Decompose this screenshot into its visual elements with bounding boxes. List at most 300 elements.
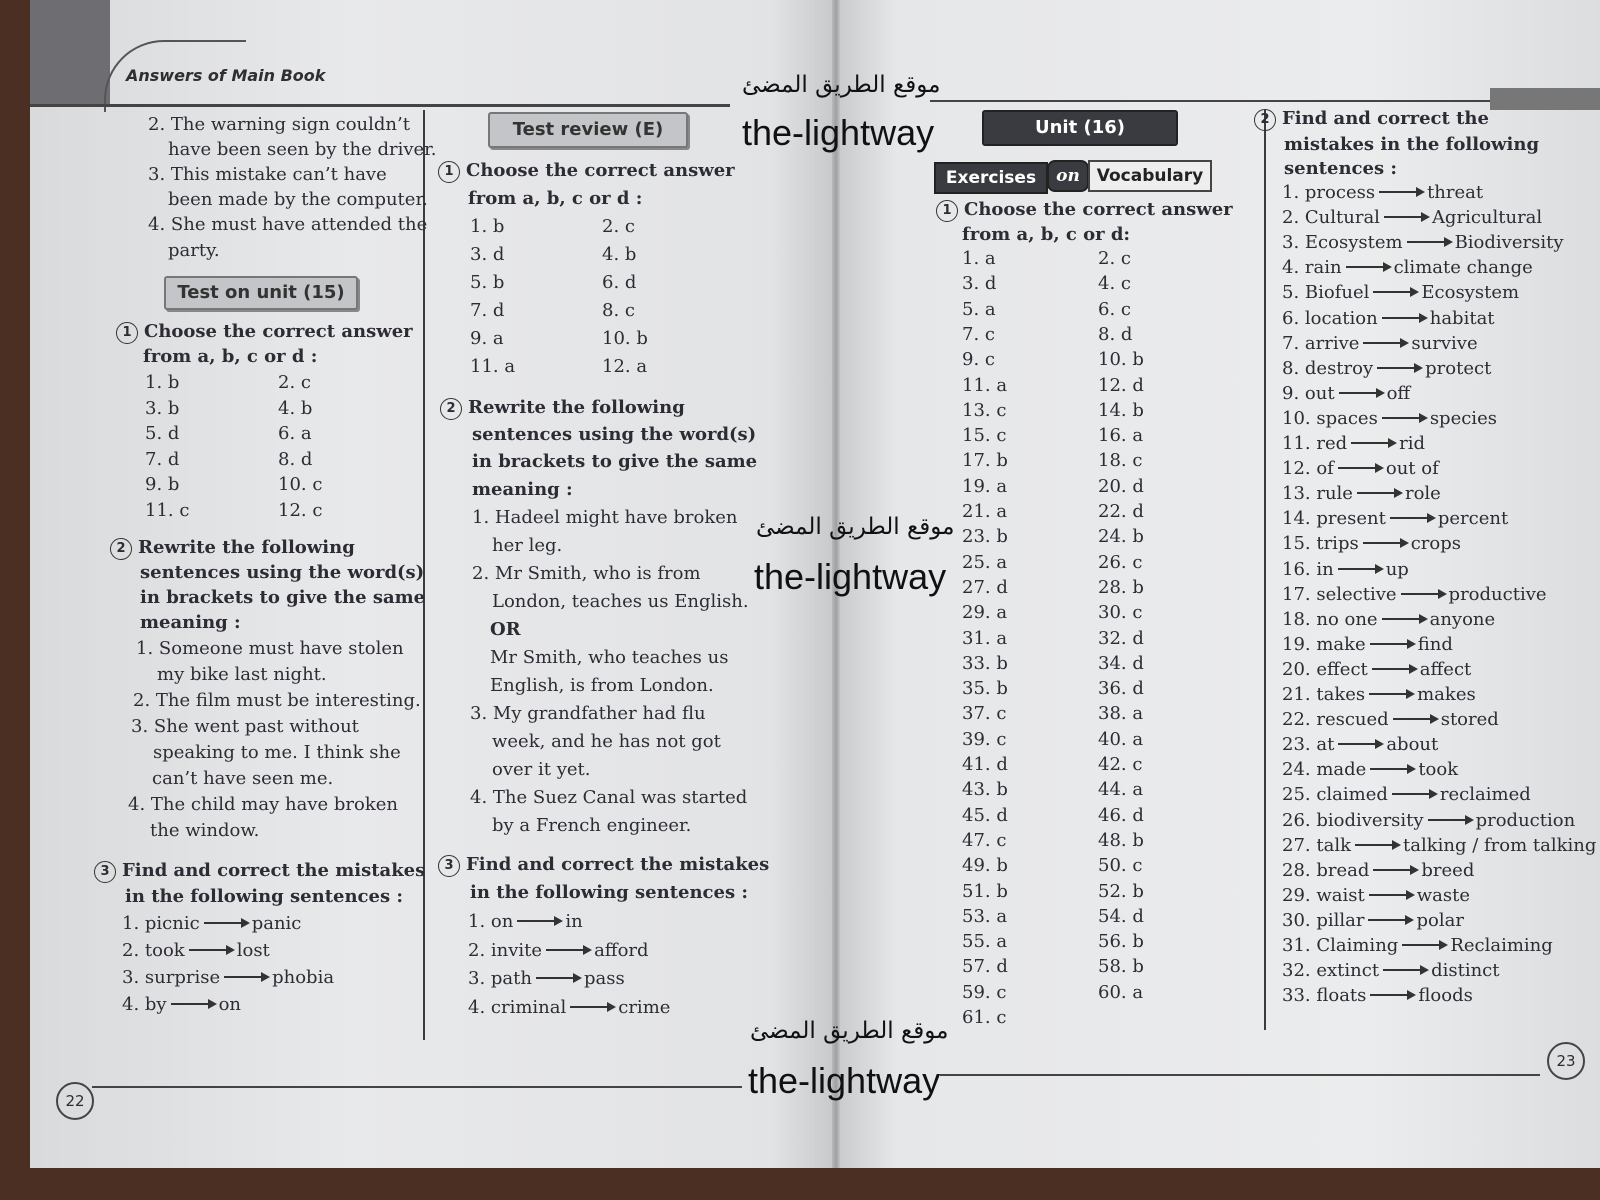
arrow-icon: [189, 949, 233, 951]
answer-line: 4. The Suez Canal was started: [470, 787, 748, 808]
arrow-icon: [1357, 492, 1401, 494]
answer-line: 3. She went past without: [131, 716, 359, 737]
correct-word: rid: [1399, 433, 1426, 454]
answer-line: my bike last night.: [157, 664, 327, 685]
answer-item: 6. d: [602, 272, 637, 293]
answer-item: 51. b: [962, 880, 1008, 902]
arrow-icon: [1369, 693, 1413, 695]
correction-item: [1282, 985, 1473, 1007]
answer-line: speaking to me. I think she: [153, 742, 401, 763]
answer-line: can’t have seen me.: [152, 768, 334, 789]
wrong-word: 23. at: [1282, 734, 1335, 756]
arrow-icon: [1390, 517, 1434, 519]
answer-item: 3. d: [470, 244, 505, 265]
on-tab: on: [1047, 160, 1089, 192]
answer-item: 5. b: [470, 272, 505, 293]
wrong-word: 2. Cultural: [1282, 207, 1380, 229]
correct-word: productive: [1448, 583, 1547, 605]
correct-word: species: [1429, 407, 1497, 429]
answer-item: 7. d: [470, 300, 505, 321]
question-heading: [110, 537, 355, 560]
wrong-word: 2. took: [122, 940, 185, 961]
correction-item: [122, 994, 241, 1016]
answer-line: OR: [490, 619, 521, 640]
wrong-word: 1. picnic: [122, 913, 200, 934]
answer-item: 11. c: [145, 499, 190, 521]
correction-item: [1282, 584, 1547, 606]
question-title: meaning :: [472, 479, 573, 500]
answer-item: 13. c: [962, 399, 1007, 421]
answer-item: 37. c: [962, 703, 1007, 725]
correct-word: reclaimed: [1439, 784, 1531, 806]
correct-word: Reclaiming: [1450, 935, 1553, 956]
correction-item: [1282, 759, 1458, 781]
header-rule-right: [930, 100, 1490, 102]
correct-word: panic: [251, 913, 302, 934]
wrong-word: 30. pillar: [1282, 909, 1365, 931]
wrong-word: 15. trips: [1282, 533, 1359, 555]
watermark-arabic: موقع الطريق المضئ: [756, 514, 955, 540]
answer-item: 11. a: [470, 356, 516, 377]
answer-line: 4. The child may have broken: [128, 794, 398, 815]
question-title: from a, b, c or d :: [468, 188, 643, 209]
arrow-icon: [1382, 618, 1426, 620]
watermark-english: the-lightway: [748, 1060, 941, 1101]
arrow-icon: [1379, 191, 1423, 193]
answer-item: 9. c: [962, 349, 995, 371]
correction-item: [122, 967, 334, 989]
page-number: 23: [1547, 1042, 1585, 1080]
answer-item: 8. d: [278, 448, 313, 470]
exercises-tab: Exercises: [934, 162, 1048, 194]
watermark-english: the-lightway: [754, 556, 947, 597]
wrong-word: 18. no one: [1282, 608, 1378, 630]
answer-item: 10. b: [1098, 349, 1144, 371]
arrow-icon: [1382, 317, 1426, 319]
correct-word: Agricultural: [1431, 207, 1543, 229]
correction-item: [468, 997, 670, 1019]
answer-line: English, is from London.: [490, 675, 714, 696]
question-number: 2: [440, 398, 462, 420]
arrow-icon: [1339, 392, 1383, 394]
answer-item: 6. c: [1098, 298, 1131, 320]
watermark-arabic: موقع الطريق المضئ: [742, 72, 941, 98]
answer-item: 9. b: [145, 474, 180, 495]
question-heading: [438, 160, 735, 183]
wrong-word: 4. rain: [1282, 257, 1342, 279]
correction-item: [1282, 508, 1508, 530]
answer-item: 20. d: [1098, 475, 1144, 497]
wrong-word: 4. criminal: [468, 996, 567, 1018]
answer-item: 12. c: [278, 499, 323, 521]
correct-word: afford: [594, 939, 649, 961]
answer-item: 10. c: [278, 474, 323, 495]
answer-item: 9. a: [470, 328, 504, 349]
arrow-icon: [1370, 994, 1414, 996]
wrong-word: 6. location: [1282, 307, 1378, 329]
answer-item: 1. a: [962, 248, 996, 269]
answer-item: 52. b: [1098, 880, 1144, 902]
correction-item: [1282, 734, 1438, 756]
answer-item: 27. d: [962, 576, 1008, 598]
arrow-icon: [1372, 668, 1416, 670]
answer-item: 46. d: [1098, 804, 1144, 826]
arrow-icon: [1368, 919, 1412, 921]
correct-word: affect: [1419, 658, 1472, 680]
header-band-right: [1490, 88, 1600, 110]
correction-item: [1282, 358, 1491, 380]
answer-item: 8. d: [1098, 323, 1133, 345]
answer-item: 47. c: [962, 829, 1007, 851]
correct-word: distinct: [1431, 960, 1500, 982]
correction-item: [1282, 634, 1453, 656]
answer-item: 54. d: [1098, 905, 1144, 927]
arrow-icon: [1428, 819, 1472, 821]
correct-word: protect: [1425, 357, 1492, 379]
answer-line: been made by the computer.: [168, 189, 428, 210]
arrow-icon: [1346, 266, 1390, 268]
answer-item: 40. a: [1098, 728, 1144, 750]
question-title: sentences using the word(s): [140, 562, 425, 583]
question-title: in brackets to give the same: [140, 587, 426, 608]
correct-word: percent: [1437, 508, 1509, 530]
arrow-icon: [1373, 291, 1417, 293]
answer-item: 43. b: [962, 779, 1008, 801]
correction-item: [1282, 182, 1483, 204]
question-title: in brackets to give the same: [472, 451, 758, 472]
question-title: Rewrite the following: [138, 537, 355, 558]
answer-item: 1. b: [470, 216, 505, 237]
correction-item: [1282, 408, 1497, 430]
answer-item: 17. b: [962, 450, 1008, 472]
correction-item: [1282, 659, 1471, 681]
question-number: 1: [438, 161, 460, 183]
arrow-icon: [1338, 743, 1382, 745]
correct-word: up: [1385, 558, 1409, 580]
correction-item: [1282, 784, 1531, 806]
arrow-icon: [517, 920, 561, 922]
answer-item: 7. c: [962, 323, 995, 345]
question-title: meaning :: [140, 612, 241, 633]
arrow-icon: [1384, 216, 1428, 218]
arrow-icon: [1338, 467, 1382, 469]
answer-item: 58. b: [1098, 956, 1144, 978]
question-title: Choose the correct answer: [144, 321, 413, 342]
answer-item: 33. b: [962, 652, 1008, 674]
correct-word: Ecosystem: [1421, 282, 1520, 304]
answer-item: 50. c: [1098, 855, 1143, 877]
answer-item: 61. c: [962, 1007, 1007, 1028]
question-number: 3: [438, 855, 460, 877]
answer-line: 3. My grandfather had flu: [470, 703, 706, 724]
correction-item: [1282, 433, 1425, 455]
correction-item: [1282, 910, 1464, 932]
correct-word: Biodiversity: [1454, 232, 1564, 254]
header-band: [30, 0, 110, 104]
correct-word: stored: [1440, 709, 1499, 731]
arrow-icon: [1351, 442, 1395, 444]
wrong-word: 28. bread: [1282, 859, 1370, 881]
correction-item: [1282, 308, 1495, 330]
correction-item: [1282, 935, 1553, 957]
section-badge: Test on unit (15): [164, 276, 358, 310]
running-head: Answers of Main Book: [126, 66, 326, 85]
answer-item: 16. a: [1098, 425, 1144, 447]
correction-item: [1282, 709, 1499, 731]
answer-line: London, teaches us English.: [492, 591, 749, 612]
correction-item: [1282, 483, 1441, 505]
answer-item: 4. b: [602, 244, 637, 265]
question-heading: [116, 321, 413, 344]
answer-line: the window.: [150, 820, 260, 841]
correction-item: [1282, 835, 1596, 857]
answer-item: 2. c: [278, 372, 311, 393]
question-title: Find and correct the mistakes: [122, 860, 426, 881]
arrow-icon: [224, 976, 268, 978]
correct-word: survive: [1411, 332, 1478, 354]
correct-word: habitat: [1429, 307, 1495, 329]
wrong-word: 9. out: [1282, 382, 1335, 404]
answer-item: 49. b: [962, 855, 1008, 877]
arrow-icon: [171, 1003, 215, 1005]
wrong-word: 16. in: [1282, 558, 1334, 580]
wrong-word: 3. path: [468, 968, 532, 989]
correct-word: on: [218, 994, 242, 1015]
arrow-icon: [1355, 844, 1399, 846]
header-rule: [30, 104, 730, 107]
wrong-word: 24. made: [1282, 759, 1367, 781]
correction-item: [468, 968, 625, 990]
question-heading: [94, 860, 425, 883]
question-title: from a, b, c or d:: [962, 224, 1131, 245]
question-title: sentences using the word(s): [472, 424, 757, 445]
correct-word: waste: [1416, 884, 1470, 906]
answer-item: 31. a: [962, 627, 1008, 649]
answer-item: 18. c: [1098, 450, 1143, 472]
answer-item: 2. c: [602, 216, 635, 237]
correct-word: out of: [1385, 458, 1439, 480]
arrow-icon: [570, 1006, 614, 1008]
answer-line: 2. The warning sign couldn’t: [148, 114, 410, 135]
wrong-word: 1. process: [1282, 182, 1376, 203]
arrow-icon: [1402, 944, 1446, 946]
question-heading: [936, 199, 1233, 222]
question-number: 2: [110, 538, 132, 560]
arrow-icon: [1373, 869, 1417, 871]
correction-item: [1282, 383, 1410, 405]
correction-item: [1282, 533, 1461, 555]
correct-word: pass: [583, 968, 625, 989]
correct-word: about: [1386, 734, 1439, 756]
arrow-icon: [1370, 768, 1414, 770]
correct-word: breed: [1421, 859, 1475, 881]
wrong-word: 1. on: [468, 911, 514, 932]
correct-word: floods: [1418, 985, 1473, 1007]
answer-item: 3. d: [962, 273, 997, 295]
question-title: Choose the correct answer: [466, 160, 735, 181]
wrong-word: 11. red: [1282, 433, 1348, 454]
answer-item: 56. b: [1098, 931, 1144, 953]
wrong-word: 29. waist: [1282, 884, 1365, 906]
answer-item: 36. d: [1098, 678, 1144, 700]
answer-line: party.: [168, 240, 220, 261]
answer-item: 2. c: [1098, 248, 1131, 269]
question-title: mistakes in the following: [1284, 134, 1540, 155]
correction-item: [1282, 559, 1409, 581]
answer-item: 24. b: [1098, 526, 1144, 548]
answer-item: 3. b: [145, 397, 180, 419]
watermark-arabic: موقع الطريق المضئ: [750, 1018, 949, 1044]
arrow-icon: [1363, 342, 1407, 344]
answer-item: 32. d: [1098, 627, 1144, 649]
correction-item: [1282, 207, 1542, 229]
answer-line: 2. The film must be interesting.: [133, 690, 421, 711]
answer-item: 34. d: [1098, 652, 1144, 674]
correction-item: [1282, 960, 1499, 982]
answer-item: 12. a: [602, 356, 648, 377]
answer-item: 25. a: [962, 551, 1008, 573]
answer-line: 3. This mistake can’t have: [148, 164, 387, 185]
correction-item: [1282, 257, 1533, 279]
wrong-word: 14. present: [1282, 508, 1386, 530]
answer-item: 55. a: [962, 931, 1008, 953]
answer-item: 8. c: [602, 300, 635, 321]
arrow-icon: [1363, 542, 1407, 544]
correct-word: makes: [1417, 684, 1476, 705]
correct-word: polar: [1416, 909, 1464, 931]
answer-line: 2. Mr Smith, who is from: [472, 563, 701, 584]
answer-item: 14. b: [1098, 399, 1144, 421]
answer-item: 10. b: [602, 328, 648, 349]
answer-line: Mr Smith, who teaches us: [490, 647, 729, 668]
answer-item: 39. c: [962, 728, 1007, 750]
correction-item: [468, 940, 649, 962]
arrow-icon: [546, 949, 590, 951]
correction-item: [1282, 282, 1519, 304]
unit-badge: Unit (16): [982, 110, 1178, 146]
arrow-icon: [204, 922, 248, 924]
wrong-word: 21. takes: [1282, 684, 1366, 705]
column-divider: [1264, 110, 1266, 1030]
arrow-icon: [1338, 568, 1382, 570]
arrow-icon: [1377, 367, 1421, 369]
answer-item: 35. b: [962, 678, 1008, 700]
footer-rule: [92, 1086, 742, 1088]
wrong-word: 4. by: [122, 994, 167, 1015]
correct-word: crops: [1410, 533, 1461, 555]
answer-line: over it yet.: [492, 759, 591, 780]
correction-item: [122, 913, 301, 935]
answer-item: 48. b: [1098, 829, 1144, 851]
answer-item: 1. b: [145, 372, 180, 393]
answer-item: 42. c: [1098, 754, 1143, 775]
answer-item: 12. d: [1098, 374, 1144, 396]
answer-item: 6. a: [278, 423, 312, 444]
question-number: 2: [1254, 109, 1276, 131]
answer-item: 60. a: [1098, 981, 1144, 1003]
answer-item: 21. a: [962, 501, 1008, 522]
wrong-word: 3. surprise: [122, 967, 221, 988]
wrong-word: 26. biodiversity: [1282, 809, 1424, 831]
wrong-word: 32. extinct: [1282, 960, 1380, 982]
watermark-english: the-lightway: [742, 112, 935, 153]
correction-item: [1282, 860, 1474, 882]
correction-item: [122, 940, 270, 962]
arrow-icon: [1370, 643, 1414, 645]
question-title: from a, b, c or d :: [143, 346, 318, 367]
correct-word: find: [1417, 633, 1453, 655]
wrong-word: 12. of: [1282, 458, 1334, 480]
arrow-icon: [536, 977, 580, 979]
answer-line: 4. She must have attended the: [148, 214, 428, 235]
correct-word: crime: [618, 996, 671, 1018]
answer-item: 22. d: [1098, 501, 1144, 522]
answer-item: 19. a: [962, 475, 1008, 497]
footer-rule: [940, 1074, 1540, 1076]
correction-item: [468, 911, 583, 933]
wrong-word: 33. floats: [1282, 985, 1367, 1007]
answer-item: 38. a: [1098, 703, 1144, 725]
wrong-word: 8. destroy: [1282, 357, 1374, 379]
arrow-icon: [1401, 593, 1445, 595]
wrong-word: 3. Ecosystem: [1282, 232, 1403, 254]
question-title: in the following sentences :: [470, 882, 748, 903]
answer-item: 15. c: [962, 425, 1007, 447]
answer-item: 23. b: [962, 526, 1008, 548]
question-title: Rewrite the following: [468, 397, 685, 418]
answer-item: 45. d: [962, 804, 1008, 826]
section-badge: Test review (E): [488, 112, 688, 148]
answer-item: 30. c: [1098, 602, 1143, 624]
question-number: 3: [94, 861, 116, 883]
answer-item: 11. a: [962, 374, 1008, 396]
wrong-word: 27. talk: [1282, 834, 1351, 856]
answer-item: 41. d: [962, 754, 1008, 775]
question-number: 1: [116, 322, 138, 344]
correct-word: role: [1404, 483, 1441, 505]
arrow-icon: [1407, 241, 1451, 243]
answer-item: 57. d: [962, 956, 1008, 978]
wrong-word: 25. claimed: [1282, 784, 1388, 806]
correct-word: lost: [236, 940, 270, 961]
wrong-word: 2. invite: [468, 939, 543, 961]
correction-item: [1282, 609, 1495, 631]
correction-item: [1282, 333, 1478, 355]
answer-item: 44. a: [1098, 779, 1144, 801]
correct-word: phobia: [272, 967, 335, 988]
arrow-icon: [1382, 417, 1426, 419]
answer-line: by a French engineer.: [492, 815, 692, 836]
correct-word: took: [1418, 759, 1459, 781]
wrong-word: 10. spaces: [1282, 407, 1378, 429]
correction-item: [1282, 232, 1564, 254]
question-title: Find and correct the: [1282, 108, 1489, 129]
wrong-word: 31. Claiming: [1282, 935, 1399, 956]
answer-line: 1. Hadeel might have broken: [472, 507, 738, 528]
question-title: Find and correct the mistakes: [466, 854, 770, 875]
answer-line: week, and he has not got: [492, 731, 721, 752]
wrong-word: 19. make: [1282, 633, 1366, 655]
wrong-word: 5. Biofuel: [1282, 282, 1370, 304]
answer-line: have been seen by the driver.: [168, 139, 437, 160]
correction-item: [1282, 458, 1439, 480]
answer-item: 5. a: [962, 298, 996, 320]
wrong-word: 7. arrive: [1282, 332, 1360, 354]
answer-line: her leg.: [492, 535, 563, 556]
vocabulary-tab: Vocabulary: [1088, 160, 1212, 192]
question-heading: [438, 854, 769, 877]
correct-word: off: [1386, 382, 1411, 404]
